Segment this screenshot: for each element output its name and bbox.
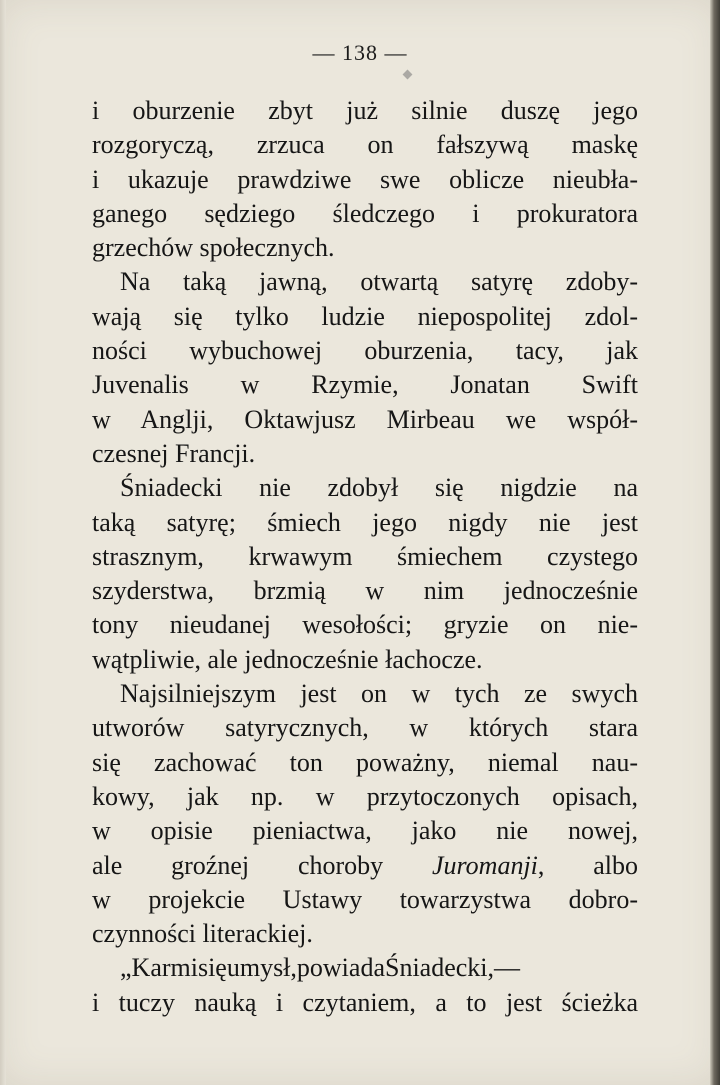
- text-line: wają się tylko ludzie niepospolitej zdol-: [92, 301, 638, 331]
- text-line: się zachować ton poważny, niemal nau-: [92, 747, 638, 777]
- text-fragment: , albo: [537, 850, 639, 880]
- text-line: i ukazuje prawdziwe swe oblicze nieubła-: [92, 164, 638, 194]
- text-line: Na taką jawną, otwartą satyrę zdoby-: [120, 267, 638, 297]
- body-text: [92, 94, 638, 1020]
- text-line: wątpliwie, ale jednocześnie łachocze.: [92, 644, 483, 674]
- text-line: grzechów społecznych.: [92, 233, 335, 263]
- text-line: i oburzenie zbyt już silnie duszę jego: [92, 96, 638, 125]
- text-line: czesnej Francji.: [92, 438, 256, 468]
- scan-edge-left: [0, 0, 6, 1085]
- page-number-header: — 138 —: [312, 40, 408, 65]
- text-line: strasznym, krwawym śmiechem czystego: [92, 541, 638, 571]
- text-line: tony nieudanej wesołości; gryzie on nie-: [92, 610, 638, 640]
- text-line: ganego sędziego śledczego i prokuratora: [92, 198, 638, 228]
- text-fragment: ale groźnej choroby: [92, 850, 432, 880]
- text-line: w projekcie Ustawy towarzystwa dobro-: [92, 884, 638, 914]
- text-line: i tuczy nauką i czytaniem, a to jest ścieżka: [92, 987, 638, 1017]
- text-line: w Anglji, Oktawjusz Mirbeau we współ-: [92, 404, 638, 434]
- text-line-mixed: [92, 849, 638, 883]
- text-line: czynności literackiej.: [92, 919, 313, 949]
- text-line: „Karmisięumysł,powiadaŚniadecki,—: [120, 953, 521, 983]
- ornament-mark: [403, 70, 413, 80]
- text-line: taką satyrę; śmiech jego nigdy nie jest: [92, 507, 638, 537]
- text-line: kowy, jak np. w przytoczonych opisach,: [92, 781, 638, 811]
- scan-edge-right: [710, 0, 720, 1085]
- text-line: Najsilniejszym jest on w tych ze swych: [120, 679, 638, 709]
- text-line: utworów satyrycznych, w których stara: [92, 713, 638, 743]
- text-line: ności wybuchowej oburzenia, tacy, jak: [92, 336, 638, 366]
- text-line: w opisie pieniactwa, jako nie nowej,: [92, 816, 638, 846]
- text-line: szyderstwa, brzmią w nim jednocześnie: [92, 576, 638, 606]
- italic-term: Juromanji: [431, 850, 538, 880]
- text-line: rozgoryczą, zrzuca on fałszywą maskę: [92, 130, 638, 160]
- text-line: Śniadecki nie zdobył się nigdzie na: [120, 473, 638, 503]
- text-line: Juvenalis w Rzymie, Jonatan Swift: [92, 370, 638, 400]
